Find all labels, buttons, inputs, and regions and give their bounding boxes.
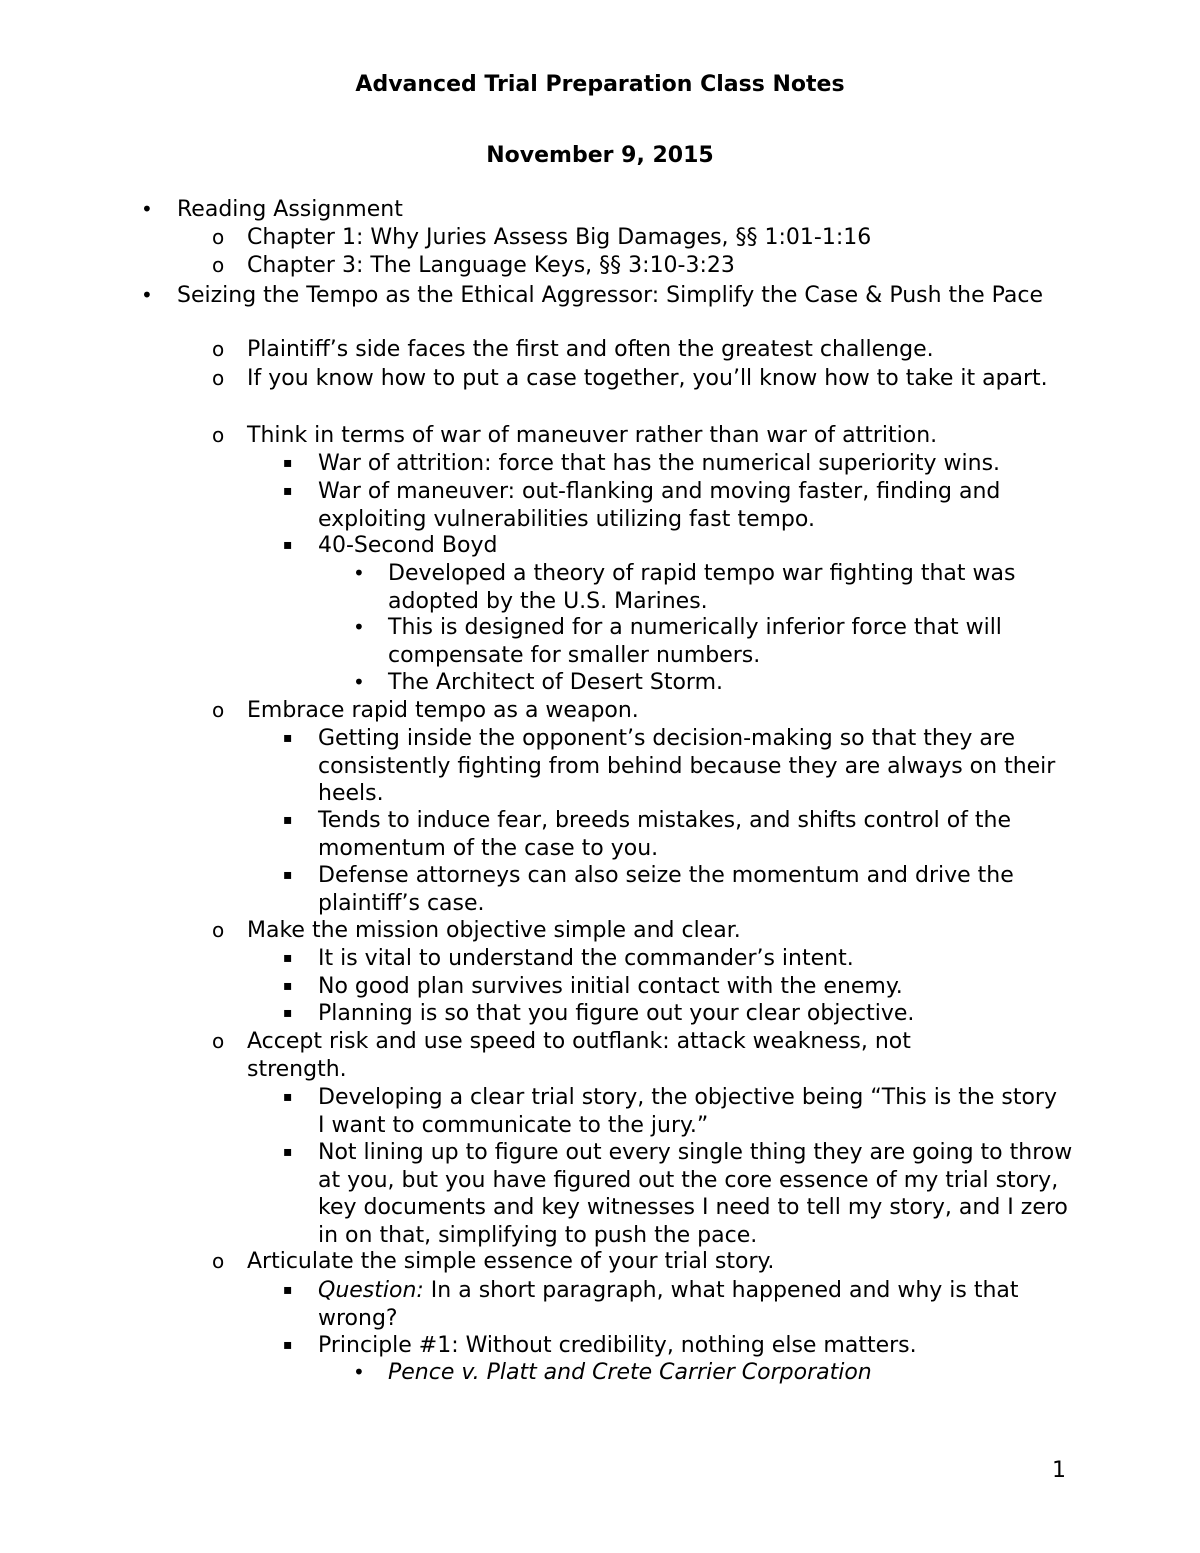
list-item-label: Planning is so that you figure out your clear objective. — [318, 1001, 915, 1026]
list-item-boyd-theory — [353, 560, 1063, 615]
list-item-mission-objective — [212, 917, 1062, 945]
document-title: Advanced Trial Preparation Class Notes — [355, 72, 845, 97]
list-item-planning — [283, 1000, 1063, 1028]
list-item-label: Embrace rapid tempo as a weapon. — [247, 698, 639, 723]
list-item-label: Developing a clear trial story, the objective being “This is the story I want to communicate to the jury.” — [318, 1085, 1057, 1138]
list-item-chapter-1 — [212, 224, 1082, 252]
list-item-40-second-boyd — [283, 532, 1063, 560]
square-bullet-icon: ▪ — [283, 730, 293, 746]
square-bullet-icon: ▪ — [283, 537, 293, 553]
list-item-label: War of maneuver: out-flanking and moving faster, finding and exploiting vulnerabilities utilizing fast tempo. — [318, 479, 1001, 532]
list-item-label: Accept risk and use speed to outflank: attack weakness, not strength. — [247, 1029, 911, 1082]
list-item-label: Defense attorneys can also seize the momentum and drive the plaintiff’s case. — [318, 863, 1014, 916]
document-date: November 9, 2015 — [486, 143, 714, 168]
square-bullet-icon: ▪ — [283, 978, 293, 994]
list-item-chapter-3 — [212, 252, 1082, 280]
list-item-label: Not lining up to figure out every single thing they are going to throw at you, but you have figured out the core essence of my trial story, key documents and key witnesses I need to tell my story, and I zero in on that, simplifying to push the pace. — [318, 1140, 1073, 1248]
square-bullet-icon: ▪ — [283, 1089, 293, 1105]
list-item-accept-risk — [212, 1028, 1002, 1083]
list-item-clear-trial-story — [283, 1084, 1063, 1139]
list-item-label: Make the mission objective simple and clear. — [247, 918, 741, 943]
bullet-icon: • — [353, 670, 365, 694]
list-item-label: 40-Second Boyd — [318, 533, 498, 558]
circle-bullet-icon: o — [212, 1029, 225, 1053]
list-item-question — [283, 1277, 1043, 1332]
list-item-label: The Architect of Desert Storm. — [388, 670, 724, 695]
circle-bullet-icon: o — [212, 337, 225, 361]
list-item-label: Think in terms of war of maneuver rather than war of attrition. — [247, 423, 938, 448]
list-item-label: Principle #1: Without credibility, nothing else matters. — [318, 1333, 917, 1358]
list-item-opponent-decision — [283, 725, 1063, 808]
list-item-put-case-together — [212, 365, 1062, 393]
list-item-label: Getting inside the opponent’s decision-making so that they are consistently fighting from behind because they are always on their heels. — [318, 726, 1056, 806]
list-item-case-citation — [353, 1359, 1063, 1387]
circle-bullet-icon: o — [212, 1249, 225, 1273]
case-citation: Pence v. Platt and Crete Carrier Corporation — [388, 1360, 872, 1385]
list-item-plaintiff-side — [212, 336, 1062, 364]
circle-bullet-icon: o — [212, 423, 225, 447]
list-item-label: Tends to induce fear, breeds mistakes, and shifts control of the momentum of the case to you. — [318, 808, 1012, 861]
list-item-no-good-plan — [283, 973, 1063, 1001]
square-bullet-icon: ▪ — [283, 1282, 293, 1298]
question-text: In a short paragraph, what happened and why is that wrong? — [318, 1278, 1019, 1331]
square-bullet-icon: ▪ — [283, 455, 293, 471]
list-item-commander-intent — [283, 945, 1063, 973]
list-item-principle-1 — [283, 1332, 1063, 1360]
list-item-label: War of attrition: force that has the numerical superiority wins. — [318, 451, 1001, 476]
list-item-seizing-tempo — [141, 282, 1061, 310]
bullet-icon: • — [353, 561, 365, 585]
list-item-war-of-maneuver — [212, 422, 1062, 450]
square-bullet-icon: ▪ — [283, 1144, 293, 1160]
list-item-label: Developed a theory of rapid tempo war fighting that was adopted by the U.S. Marines. — [388, 561, 1016, 614]
circle-bullet-icon: o — [212, 918, 225, 942]
question-label: Question: — [318, 1278, 424, 1303]
list-item-war-of-attrition — [283, 450, 1063, 478]
list-item-label: Articulate the simple essence of your trial story. — [247, 1249, 775, 1274]
list-item-reading-assignment — [141, 196, 1081, 224]
square-bullet-icon: ▪ — [283, 950, 293, 966]
square-bullet-icon: ▪ — [283, 867, 293, 883]
page-number: 1 — [1052, 1458, 1066, 1483]
list-item-induce-fear — [283, 807, 1063, 862]
list-item-rapid-tempo — [212, 697, 1062, 725]
circle-bullet-icon: o — [212, 366, 225, 390]
bullet-icon: • — [353, 1360, 365, 1384]
list-item-label: Reading Assignment — [177, 197, 403, 222]
list-item-label: Chapter 1: Why Juries Assess Big Damages, §§ 1:01-1:16 — [247, 225, 872, 250]
list-item-label: Plaintiff’s side faces the first and often the greatest challenge. — [247, 337, 934, 362]
list-item-inferior-force — [353, 614, 1063, 669]
bullet-icon: • — [353, 615, 365, 639]
list-item-label: If you know how to put a case together, you’ll know how to take it apart. — [247, 366, 1048, 391]
list-item-label: No good plan survives initial contact with the enemy. — [318, 974, 903, 999]
list-item-label: Seizing the Tempo as the Ethical Aggressor: Simplify the Case & Push the Pace — [177, 283, 1044, 308]
list-item-desert-storm — [353, 669, 1063, 697]
list-item-label: This is designed for a numerically inferior force that will compensate for smaller numbers. — [388, 615, 1002, 668]
square-bullet-icon: ▪ — [283, 483, 293, 499]
circle-bullet-icon: o — [212, 698, 225, 722]
square-bullet-icon: ▪ — [283, 812, 293, 828]
list-item-label: Chapter 3: The Language Keys, §§ 3:10-3:23 — [247, 253, 735, 278]
circle-bullet-icon: o — [212, 225, 225, 249]
square-bullet-icon: ▪ — [283, 1005, 293, 1021]
square-bullet-icon: ▪ — [283, 1337, 293, 1353]
list-item-defense-attorneys — [283, 862, 1063, 917]
list-item-simple-essence — [212, 1248, 1062, 1276]
list-item-maneuver-definition — [283, 478, 1063, 533]
bullet-icon: • — [141, 197, 153, 221]
list-item-label: It is vital to understand the commander’s intent. — [318, 946, 854, 971]
circle-bullet-icon: o — [212, 253, 225, 277]
list-item-core-essence — [283, 1139, 1073, 1249]
list-item-text — [318, 1277, 1043, 1332]
bullet-icon: • — [141, 283, 153, 307]
